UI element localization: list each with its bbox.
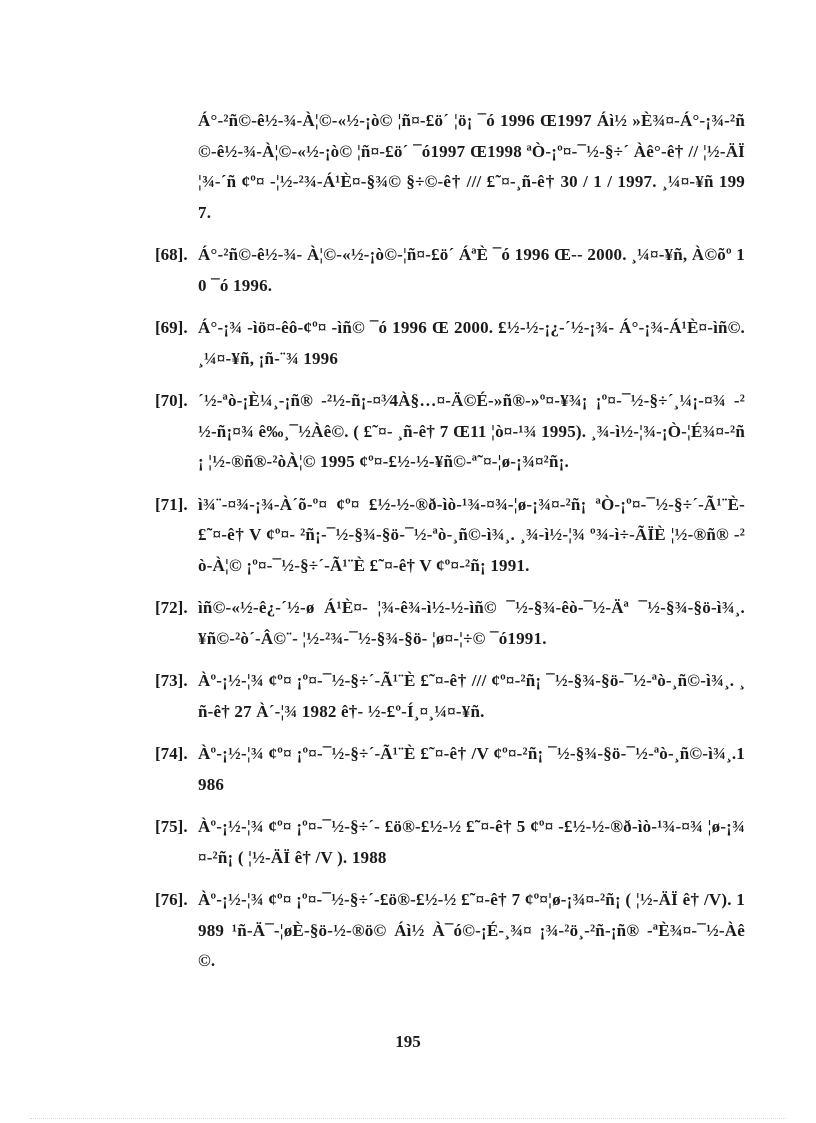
reference-text: ìñ©-«½-ê¿-´½-ø Á¹È¤- ¦¾-ê¾-ì½-½-ìñ© ¯½-§¾-êò-¯½-Äª ¯½-§¾-§ö-ì¾¸. ¥ñ©-²ò´-Â©¨- ¦½-²¾-¯½-§¾-§ö- ¦ø¤-¦÷© ¯ó1991. bbox=[198, 598, 745, 648]
reference-item bbox=[155, 666, 745, 727]
reference-item bbox=[155, 490, 745, 582]
reference-number: [69]. bbox=[155, 318, 188, 337]
reference-text: Á°-²ñ©-ê½-¾- À¦©-«½-¡ò©-¦ñ¤-£ö´ ÁªÈ ¯ó 1996 Œ-- 2000. ¸¼¤-¥ñ, À©õº 10 ¯ó 1996. bbox=[198, 245, 745, 295]
reference-text: ´½-ªò-¡È¼¸-¡ñ® -²½-ñ¡-¤³⁄4À§…¤-Ä©É-»ñ®-»º¤-¥¾¡ ¡º¤-¯½-§÷´¸¼¡-¤¾ -²½-ñ¡¤¾ ê‰¸¯½Àê©. ( £˜¤- ¸ñ-ê† 7 Œ11 ¦ò¤-¹¾ 1995). ¸¾-ì½-¦¾-¡Ò-¦É¾¤-²ñ¡ ¦½-®ñ®-²òÀ¦© 1995 ¢º¤-£½-½-¥ñ©-ª˜¤-¦ø-¡¾¤²ñ¡. bbox=[198, 391, 745, 471]
reference-number: [74]. bbox=[155, 744, 188, 763]
reference-item bbox=[155, 739, 745, 800]
reference-number: [76]. bbox=[155, 890, 188, 909]
reference-list bbox=[155, 106, 745, 989]
reference-continuation bbox=[198, 106, 745, 228]
reference-number: [70]. bbox=[155, 391, 188, 410]
reference-text: Á°-²ñ©-ê½-¾-À¦©-«½-¡ò© ¦ñ¤-£ö´ ¦ö¡ ¯ó 1996 Œ1997 Áì½ »È¾¤-Á°-¡¾-²ñ©-ê½-¾-À¦©-«½-¡ò© ¦ñ¤-£ö´ ¯ó1997 Œ1998 ªÒ-¡º¤-¯½-§÷´ Àê°-ê† // ¦½-ÄÏ ¦¾-´ñ ¢º¤ -¦½-²¾-Á¹È¤-§¾© §÷©-ê† /// £˜¤-¸ñ-ê† 30 / 1 / 1997. ¸¼¤-¥ñ 1997. bbox=[198, 111, 745, 222]
reference-text: Àº-¡½-¦¾ ¢º¤ ¡º¤-¯½-§÷´-Ã¹¨È £˜¤-ê† /// ¢º¤-²ñ¡ ¯½-§¾-§ö-¯½-ªò-¸ñ©-ì¾¸. ¸ñ-ê† 27 À´-¦¾ 1982 ê†- ½-£º-Í¸¤¸¼¤-¥ñ. bbox=[198, 671, 745, 721]
reference-number: [72]. bbox=[155, 598, 188, 617]
reference-number: [68]. bbox=[155, 245, 188, 264]
reference-number: [73]. bbox=[155, 671, 188, 690]
reference-number: [71]. bbox=[155, 494, 188, 514]
reference-text: ì¾¨-¤¾-¡¾-À´õ-º¤ ¢º¤ £½-½-®ð-ìò-¹¾-¤¾-¦ø-¡¾¤-²ñ¡ ªÒ-¡º¤-¯½-§÷´-Ã¹¨È-£˜¤-ê† V ¢º¤- ²ñ¡-¯½-§¾-§ö-¯½-ªò-¸ñ©-ì¾¸. ¸¾-ì½-¦¾ º¾-ì÷-ÃÏÈ ¦½-®ñ® -²ò-À¦© ¡º¤-¯½-§÷´-Ã¹¨È £˜¤-ê† V ¢º¤-²ñ¡ 1991. bbox=[198, 494, 745, 575]
reference-item bbox=[155, 812, 745, 873]
reference-text: Àº-¡½-¦¾ ¢º¤ ¡º¤-¯½-§÷´-£ö®-£½-½ £˜¤-ê† 7 ¢º¤¦ø-¡¾¤-²ñ¡ ( ¦½-ÄÏ ê† /V). 1989 ¹ñ-Ä¯-¦øÈ-§ö-½-®ö© Áì½ À¯ó©-¡É-¸¾¤ ¡¾-²ö¸-²ñ-¡ñ® -ªÈ¾¤-¯½-Àê©. bbox=[198, 890, 745, 970]
reference-item bbox=[155, 240, 745, 301]
page-number: 195 bbox=[395, 1032, 421, 1051]
reference-text: Àº-¡½-¦¾ ¢º¤ ¡º¤-¯½-§÷´- £ö®-£½-½ £˜¤-ê† 5 ¢º¤ -£½-½-®ð-ìò-¹¾-¤¾ ¦ø-¡¾¤-²ñ¡ ( ¦½-ÄÏ ê† /V ). 1988 bbox=[198, 817, 745, 867]
reference-item bbox=[155, 386, 745, 478]
reference-text: Àº-¡½-¦¾ ¢º¤ ¡º¤-¯½-§÷´-Ã¹¨È £˜¤-ê† /V ¢º¤-²ñ¡ ¯½-§¾-§ö-¯½-ªò-¸ñ©-ì¾¸.1986 bbox=[198, 744, 745, 794]
reference-number: [75]. bbox=[155, 817, 188, 836]
reference-item bbox=[155, 593, 745, 654]
reference-item bbox=[155, 313, 745, 374]
footer-divider bbox=[30, 1118, 786, 1119]
reference-text: Á°-¡¾ -ìö¤-êô-¢º¤ -ìñ© ¯ó 1996 Œ 2000. £½-½-¡¿-´½-¡¾- Á°-¡¾-Á¹È¤-ìñ©. ¸¼¤-¥ñ, ¡ñ-¨¾ 1996 bbox=[198, 318, 745, 368]
reference-item bbox=[155, 885, 745, 977]
